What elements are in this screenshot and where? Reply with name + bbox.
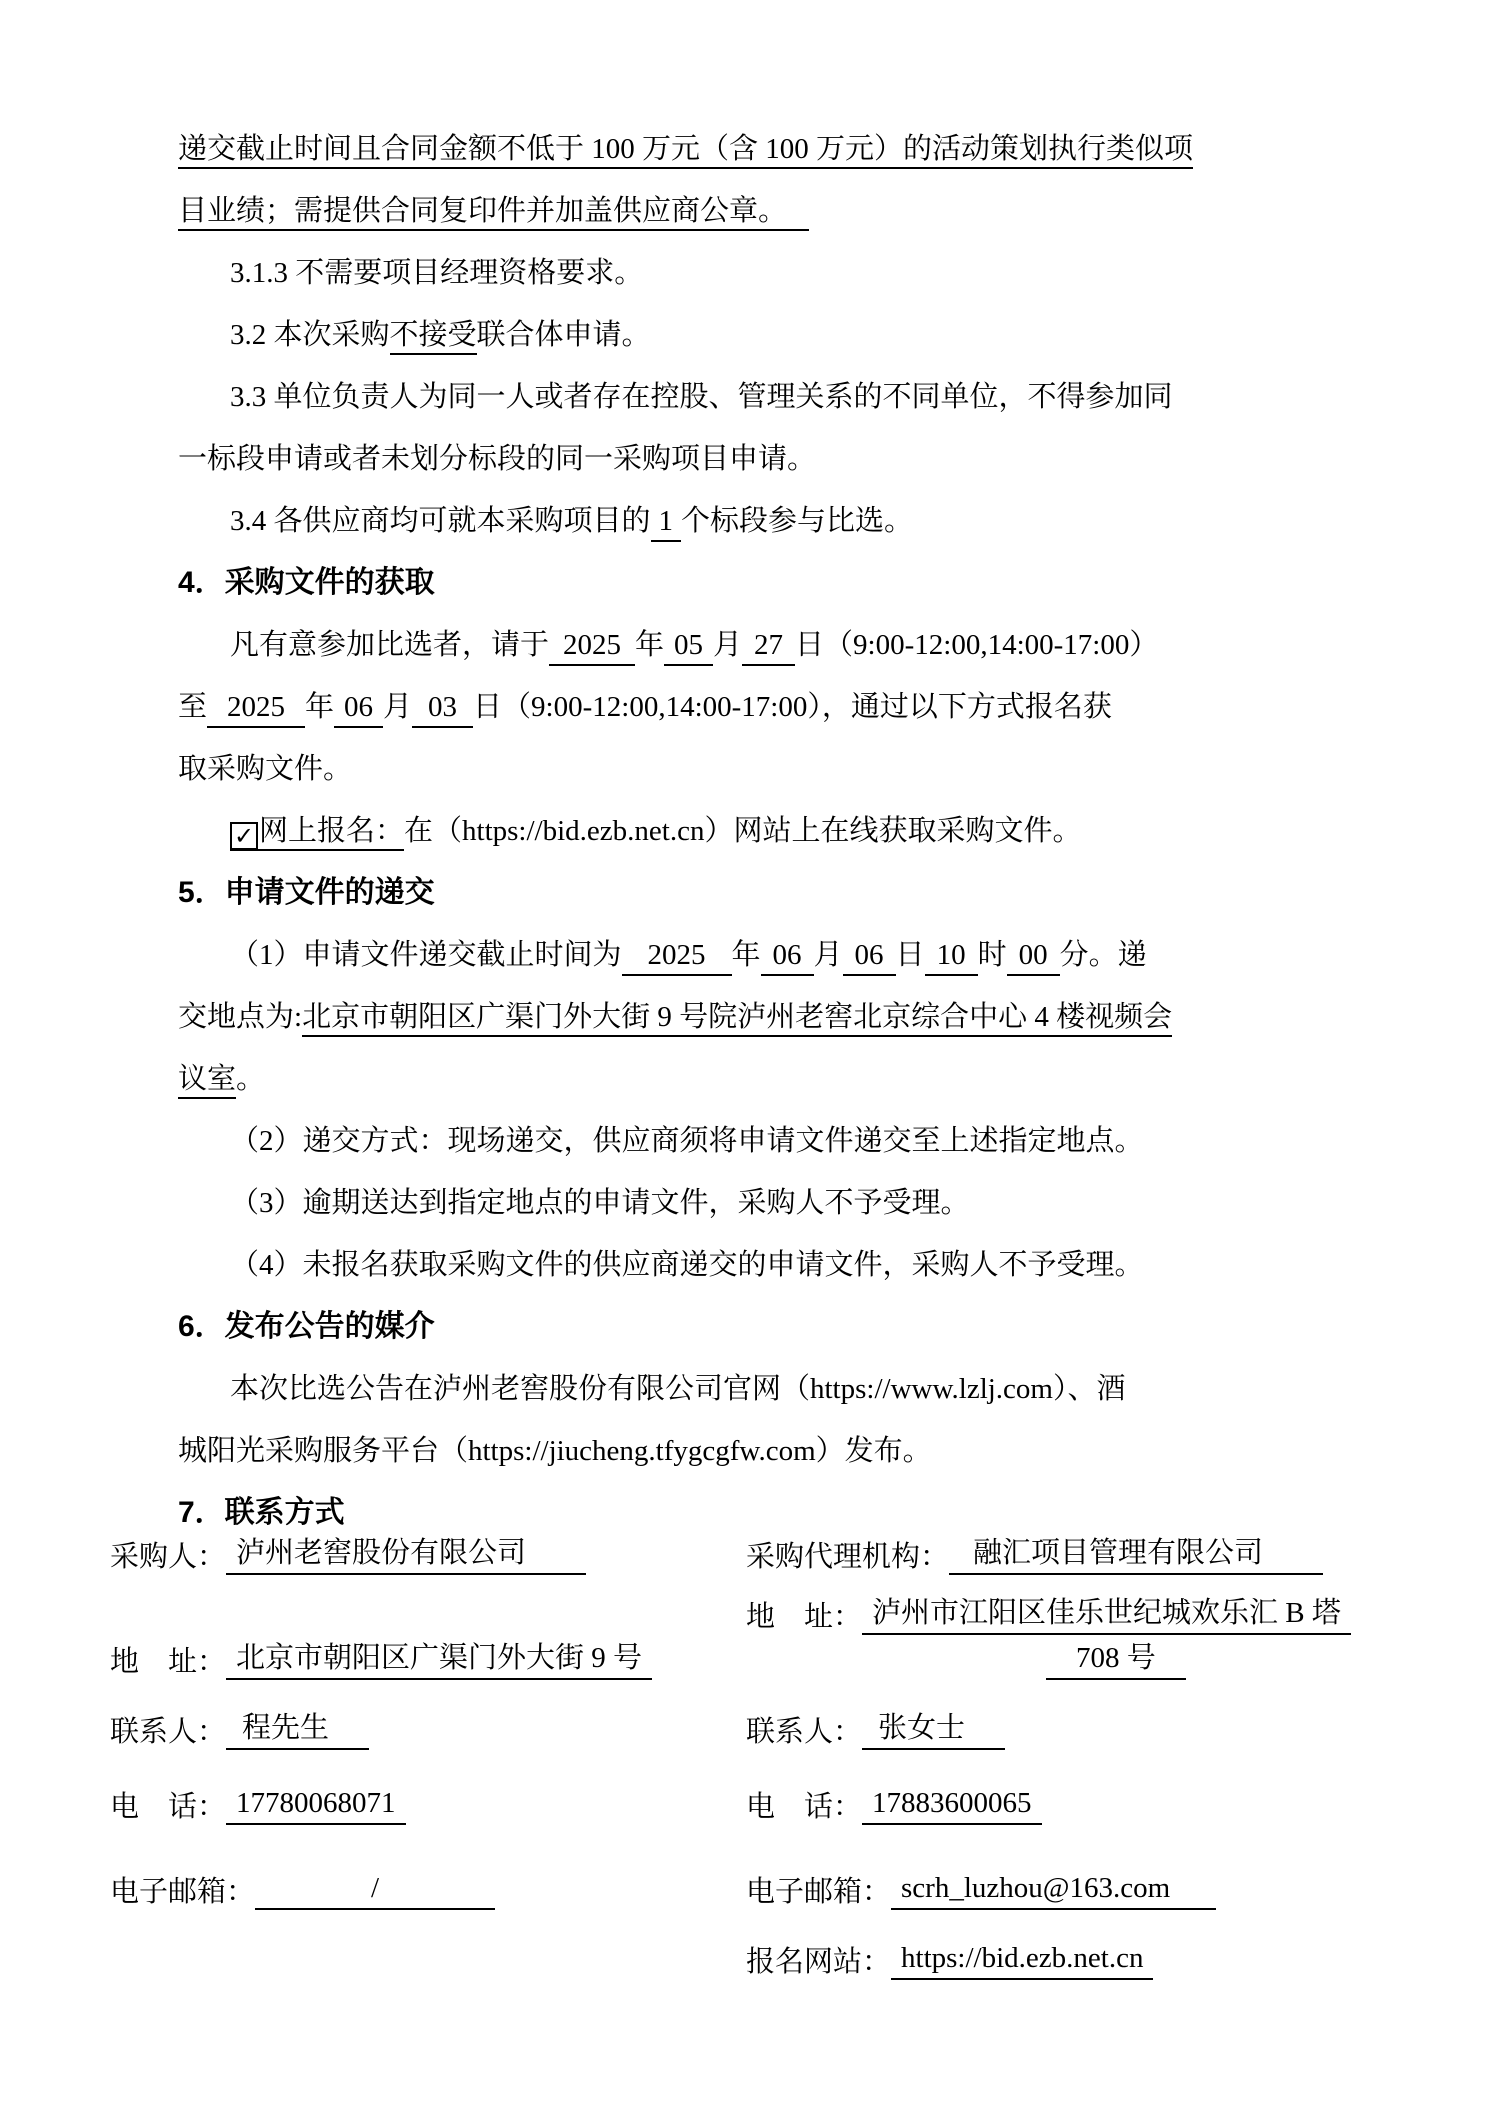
address-value-line-2: 708 号 [1046,1640,1186,1680]
online-signup-line [178,800,1350,862]
buyer-address-row [110,1575,746,1680]
underlined-hour: 10 [925,938,978,976]
contact-person-label: 联系人： [746,1716,863,1748]
paragraph-text: 交地点为: [178,1001,303,1033]
address-value: 北京市朝阳区广渠门外大街 9 号 [226,1640,652,1680]
section-5-item-1-line-2 [178,986,1350,1048]
paragraph-text: 日 [895,939,925,971]
buyer-contact-column [110,1500,746,1980]
email-label: 电子邮箱： [746,1876,892,1908]
underlined-minute: 00 [1007,938,1060,976]
paragraph-text: （4）未报名获取采购文件的供应商递交的申请文件，采购人不予受理。 [230,1249,1144,1281]
paragraph-text: 本次比选公告在泸州老窖股份有限公司官网（https://www.lzlj.com）、酒 [230,1373,1126,1405]
buyer-row [110,1500,746,1575]
paragraph-text: 年 [731,939,761,971]
paragraph-text: 。 [236,1063,266,1095]
agency-row [746,1500,1400,1575]
underlined-text: 递交截止时间且合同金额不低于 100 万元（含 100 万元）的活动策划执行类似项 [178,133,1193,169]
underlined-text: 目业绩；需提供合同复印件并加盖供应商公章。 [178,195,809,231]
buyer-value: 泸州老窖股份有限公司 [226,1535,586,1575]
section-5-item-4 [178,1234,1350,1296]
agency-address-row-line-1 [746,1575,1400,1635]
section-4-paragraph-line-3 [178,738,1350,800]
signup-website-value: https://bid.ezb.net.cn [891,1940,1153,1980]
section-6-paragraph-line-1 [178,1358,1350,1420]
paragraph-text: 日（9:00-12:00,14:00-17:00），通过以下方式报名获 [473,691,1112,723]
clause-text: 个标段参与比选。 [681,505,914,537]
underlined-year: 2025 [549,628,635,666]
address-value-line-1: 泸州市江阳区佳乐世纪城欢乐汇 B 塔 [862,1595,1351,1635]
clause-text: 3.3 单位负责人为同一人或者存在控股、管理关系的不同单位，不得参加同 [230,381,1173,413]
clause-3-3-line-2 [178,428,1350,490]
agency-contact-column [746,1500,1400,1980]
clause-3-2 [178,304,1350,366]
phone-value: 17883600065 [862,1785,1042,1825]
email-label: 电子邮箱： [110,1876,256,1908]
paragraph-text: 月 [383,691,413,723]
underlined-year: 2025 [207,690,305,728]
paragraph-text: 分。递 [1059,939,1147,971]
agency-contact-person-row [746,1680,1400,1750]
clause-3-1-2-continuation-line-1 [178,118,1350,180]
underlined-text: 不接受 [390,319,477,355]
section-6-paragraph-line-2 [178,1420,1350,1482]
clause-text: 联合体申请。 [476,319,651,351]
clause-text: 一标段申请或者未划分标段的同一采购项目申请。 [178,443,817,475]
section-4-paragraph-line-1 [178,614,1350,676]
signup-website-label: 报名网站： [746,1946,892,1978]
document-body [178,118,1350,1544]
paragraph-text: 年 [305,691,335,723]
underlined-address: 议室 [178,1063,236,1099]
heading-text: 7．联系方式 [178,1496,345,1529]
checked-checkbox-icon: ✓ [230,822,258,850]
paragraph-text: （2）递交方式：现场递交，供应商须将申请文件递交至上述指定地点。 [230,1125,1144,1157]
agency-label: 采购代理机构： [746,1541,950,1573]
underlined-year: 2025 [622,938,732,976]
paragraph-text: 城阳光采购服务平台（https://jiucheng.tfygcgfw.com）发布。 [178,1435,932,1467]
clause-3-3-line-1 [178,366,1350,428]
heading-text: 6．发布公告的媒介 [178,1310,435,1343]
contact-info-section [110,1500,1400,1980]
section-5-item-3 [178,1172,1350,1234]
signup-website-row [746,1910,1400,1980]
section-4-heading [178,552,1350,614]
clause-3-4 [178,490,1350,552]
option-label: 网上报名： [259,815,405,847]
paragraph-text: 至 [178,691,208,723]
underlined-day: 27 [742,628,795,666]
clause-3-1-2-continuation-line-2 [178,180,1350,242]
buyer-label: 采购人： [110,1541,227,1573]
underlined-month: 06 [761,938,814,976]
section-5-heading [178,862,1350,924]
buyer-contact-person-row [110,1680,746,1750]
clause-3-1-3 [178,242,1350,304]
phone-label: 电 话： [110,1791,227,1823]
paragraph-text: 在（https://bid.ezb.net.cn）网站上在线获取采购文件。 [404,815,1082,847]
heading-text: 4．采购文件的获取 [178,566,435,599]
phone-value: 17780068071 [226,1785,406,1825]
paragraph-text: （1）申请文件递交截止时间为 [230,939,622,971]
buyer-email-row [110,1825,746,1910]
paragraph-text: 月 [813,939,843,971]
agency-value: 融汇项目管理有限公司 [949,1535,1323,1575]
clause-text: 3.1.3 不需要项目经理资格要求。 [230,257,644,289]
phone-label: 电 话： [746,1791,863,1823]
underlined-day: 03 [412,690,473,728]
buyer-phone-row [110,1750,746,1825]
section-4-paragraph-line-2 [178,676,1350,738]
underlined-day: 06 [843,938,896,976]
address-label: 地 址： [746,1601,863,1633]
paragraph-text: 凡有意参加比选者，请于 [230,629,550,661]
underlined-number: 1 [651,504,682,542]
contact-person-value: 程先生 [226,1710,369,1750]
underlined-option [230,815,404,851]
section-5-item-1-line-3 [178,1048,1350,1110]
heading-text: 5．申请文件的递交 [178,876,435,909]
section-5-item-2 [178,1110,1350,1172]
contact-person-label: 联系人： [110,1716,227,1748]
section-5-item-1-line-1 [178,924,1350,986]
agency-phone-row [746,1750,1400,1825]
section-6-heading [178,1296,1350,1358]
contact-person-value: 张女士 [862,1710,1005,1750]
clause-text: 3.4 各供应商均可就本采购项目的 [230,505,651,537]
underlined-month: 05 [664,628,713,666]
underlined-address: 北京市朝阳区广渠门外大街 9 号院泸州老窖北京综合中心 4 楼视频会 [302,1001,1172,1037]
clause-text: 3.2 本次采购 [230,319,390,351]
agency-address-row-line-2 [746,1635,1400,1680]
email-value: scrh_luzhou@163.com [891,1870,1216,1910]
paragraph-text: 日（9:00-12:00,14:00-17:00） [795,629,1159,661]
agency-email-row [746,1825,1400,1910]
email-value: / [255,1870,495,1910]
underlined-month: 06 [334,690,383,728]
paragraph-text: 时 [977,939,1007,971]
paragraph-text: 月 [713,629,743,661]
paragraph-text: 取采购文件。 [178,753,353,785]
paragraph-text: 年 [635,629,665,661]
address-label: 地 址： [110,1646,227,1678]
paragraph-text: （3）逾期送达到指定地点的申请文件，采购人不予受理。 [230,1187,970,1219]
